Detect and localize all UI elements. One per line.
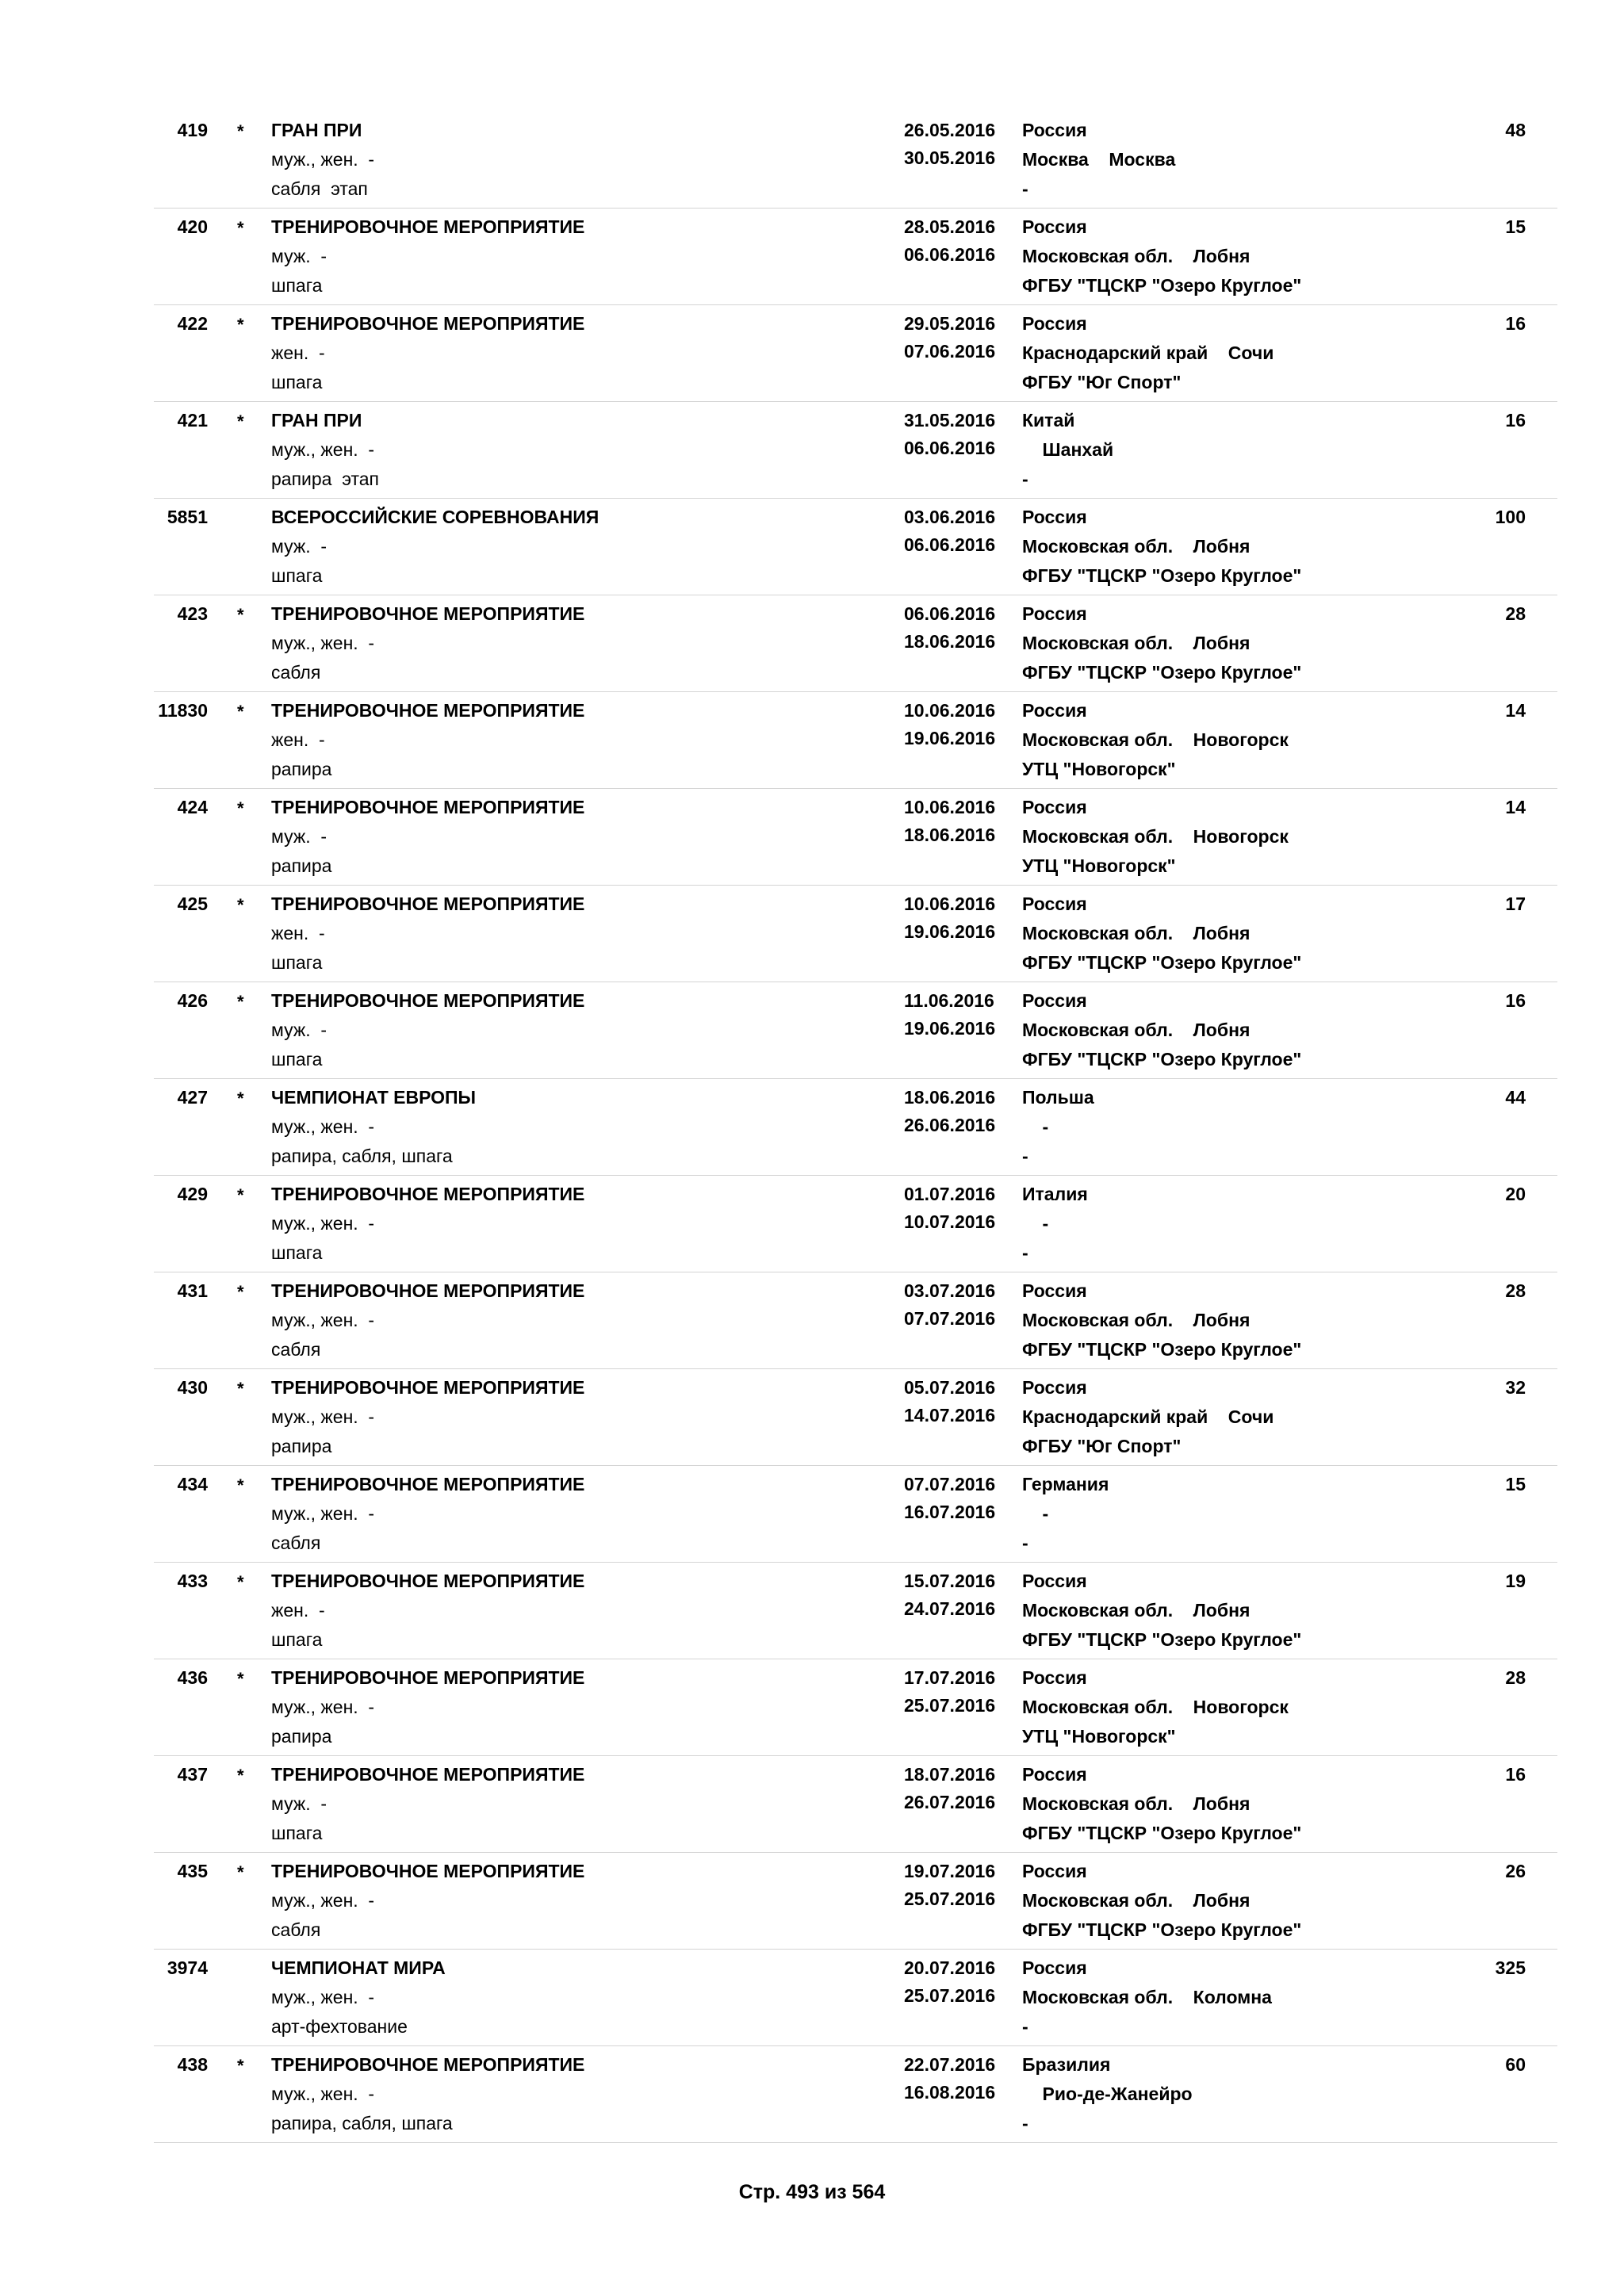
event-discipline: рапира — [271, 855, 332, 876]
row-divider — [154, 1465, 1557, 1466]
event-id: 423 — [177, 603, 208, 624]
date-end: 18.06.2016 — [904, 631, 996, 652]
event-country: Россия — [1022, 313, 1087, 334]
date-end: 26.06.2016 — [904, 1115, 996, 1135]
table-row — [0, 403, 1624, 499]
event-venue: УТЦ "Новогорск" — [1022, 759, 1176, 779]
participant-count: 60 — [1505, 2054, 1526, 2075]
event-discipline: шпага — [271, 1049, 323, 1070]
star-marker: * — [237, 1185, 244, 1205]
participant-count: 26 — [1505, 1861, 1526, 1881]
event-country: Россия — [1022, 990, 1087, 1011]
date-end: 06.06.2016 — [904, 244, 996, 265]
participant-count: 28 — [1505, 603, 1526, 624]
event-venue: ФГБУ "ТЦСКР "Озеро Круглое" — [1022, 952, 1302, 973]
event-discipline: рапира — [271, 1436, 332, 1456]
row-divider — [154, 1852, 1557, 1853]
date-start: 03.06.2016 — [904, 507, 996, 527]
row-divider — [154, 1175, 1557, 1176]
table-row — [0, 499, 1624, 596]
event-discipline: сабля — [271, 1339, 321, 1360]
star-marker: * — [237, 1282, 244, 1302]
date-end: 25.07.2016 — [904, 1888, 996, 1909]
event-id: 426 — [177, 990, 208, 1011]
event-discipline: шпага — [271, 1629, 323, 1650]
event-venue: ФГБУ "Юг Спорт" — [1022, 1436, 1182, 1456]
table-row — [0, 693, 1624, 790]
star-marker: * — [237, 702, 244, 721]
event-gender: жен. - — [271, 342, 325, 363]
table-row — [0, 1660, 1624, 1757]
participant-count: 19 — [1505, 1571, 1526, 1591]
participant-count: 16 — [1505, 990, 1526, 1011]
event-venue: - — [1022, 469, 1028, 489]
event-country: Россия — [1022, 1764, 1087, 1785]
table-row — [0, 113, 1624, 209]
event-venue: ФГБУ "ТЦСКР "Озеро Круглое" — [1022, 1629, 1302, 1650]
event-id: 419 — [177, 120, 208, 140]
row-divider — [154, 498, 1557, 499]
event-id: 11830 — [158, 700, 208, 721]
date-end: 25.07.2016 — [904, 1985, 996, 2006]
event-title: ТРЕНИРОВОЧНОЕ МЕРОПРИЯТИЕ — [271, 216, 585, 237]
event-discipline: шпага — [271, 952, 323, 973]
event-id: 425 — [177, 894, 208, 914]
event-title: ТРЕНИРОВОЧНОЕ МЕРОПРИЯТИЕ — [271, 2054, 585, 2075]
event-country: Россия — [1022, 603, 1087, 624]
date-start: 26.05.2016 — [904, 120, 996, 140]
date-start: 07.07.2016 — [904, 1474, 996, 1494]
event-city: Московская обл. Новогорск — [1022, 1697, 1289, 1717]
event-city: Москва Москва — [1022, 149, 1176, 170]
event-discipline: сабля этап — [271, 178, 368, 199]
event-title: ВСЕРОССИЙСКИЕ СОРЕВНОВАНИЯ — [271, 507, 599, 527]
table-row — [0, 209, 1624, 306]
row-divider — [154, 1078, 1557, 1079]
event-discipline: рапира, сабля, шпага — [271, 1146, 453, 1166]
row-divider — [154, 1755, 1557, 1756]
event-city: Московская обл. Лобня — [1022, 1020, 1251, 1040]
date-start: 20.07.2016 — [904, 1957, 996, 1978]
event-discipline: арт-фехтование — [271, 2016, 408, 2037]
participant-count: 28 — [1505, 1280, 1526, 1301]
event-venue: - — [1022, 2113, 1028, 2133]
date-start: 31.05.2016 — [904, 410, 996, 430]
event-city: Московская обл. Лобня — [1022, 1793, 1251, 1814]
event-venue: - — [1022, 1242, 1028, 1263]
row-divider — [154, 208, 1557, 209]
date-start: 10.06.2016 — [904, 797, 996, 817]
event-city: Московская обл. Коломна — [1022, 1987, 1272, 2007]
event-gender: муж., жен. - — [271, 2084, 375, 2104]
date-start: 28.05.2016 — [904, 216, 996, 237]
table-row — [0, 886, 1624, 983]
date-end: 26.07.2016 — [904, 1792, 996, 1812]
event-country: Россия — [1022, 797, 1087, 817]
star-marker: * — [237, 1379, 244, 1399]
event-discipline: шпага — [271, 1242, 323, 1263]
event-city: Московская обл. Лобня — [1022, 633, 1251, 653]
event-venue: - — [1022, 2016, 1028, 2037]
event-id: 422 — [177, 313, 208, 334]
date-start: 01.07.2016 — [904, 1184, 996, 1204]
event-gender: муж., жен. - — [271, 1503, 375, 1524]
event-city: Московская обл. Лобня — [1022, 923, 1251, 943]
table-row — [0, 1563, 1624, 1660]
event-city: Московская обл. Новогорск — [1022, 826, 1289, 847]
table-row — [0, 1177, 1624, 1273]
event-country: Бразилия — [1022, 2054, 1111, 2075]
event-venue: ФГБУ "ТЦСКР "Озеро Круглое" — [1022, 1823, 1302, 1843]
event-id: 429 — [177, 1184, 208, 1204]
event-title: ТРЕНИРОВОЧНОЕ МЕРОПРИЯТИЕ — [271, 1184, 585, 1204]
date-start: 15.07.2016 — [904, 1571, 996, 1591]
row-divider — [154, 788, 1557, 789]
date-start: 03.07.2016 — [904, 1280, 996, 1301]
event-country: Россия — [1022, 507, 1087, 527]
date-start: 17.07.2016 — [904, 1667, 996, 1688]
table-row — [0, 1854, 1624, 1950]
star-marker: * — [237, 1862, 244, 1882]
row-divider — [154, 885, 1557, 886]
event-title: ГРАН ПРИ — [271, 120, 362, 140]
row-divider — [154, 1368, 1557, 1369]
star-marker: * — [237, 605, 244, 625]
table-row — [0, 306, 1624, 403]
date-start: 11.06.2016 — [904, 990, 994, 1011]
event-venue: ФГБУ "Юг Спорт" — [1022, 372, 1182, 392]
table-row — [0, 1950, 1624, 2047]
star-marker: * — [237, 1089, 244, 1108]
date-end: 19.06.2016 — [904, 1018, 996, 1039]
page-number: Стр. 493 из 564 — [738, 2181, 886, 2203]
event-gender: муж., жен. - — [271, 633, 375, 653]
participant-count: 48 — [1505, 120, 1526, 140]
row-divider — [154, 2142, 1557, 2143]
event-gender: жен. - — [271, 1600, 325, 1621]
event-city: Московская обл. Лобня — [1022, 1890, 1251, 1911]
date-end: 06.06.2016 — [904, 534, 996, 555]
star-marker: * — [237, 121, 244, 141]
star-marker: * — [237, 1669, 244, 1689]
row-divider — [154, 1562, 1557, 1563]
event-title: ГРАН ПРИ — [271, 410, 362, 430]
star-marker: * — [237, 2056, 244, 2076]
row-divider — [154, 2045, 1557, 2046]
event-title: ТРЕНИРОВОЧНОЕ МЕРОПРИЯТИЕ — [271, 1571, 585, 1591]
table-row — [0, 1757, 1624, 1854]
event-title: ТРЕНИРОВОЧНОЕ МЕРОПРИЯТИЕ — [271, 1667, 585, 1688]
date-end: 30.05.2016 — [904, 147, 996, 168]
event-id: 424 — [177, 797, 208, 817]
event-discipline: рапира — [271, 759, 332, 779]
event-city: Московская обл. Лобня — [1022, 1310, 1251, 1330]
date-end: 24.07.2016 — [904, 1598, 996, 1619]
date-end: 16.07.2016 — [904, 1502, 996, 1522]
date-start: 10.06.2016 — [904, 894, 996, 914]
table-row — [0, 1467, 1624, 1563]
event-discipline: шпага — [271, 565, 323, 586]
event-venue: ФГБУ "ТЦСКР "Озеро Круглое" — [1022, 275, 1302, 296]
event-gender: муж., жен. - — [271, 1406, 375, 1427]
event-title: ТРЕНИРОВОЧНОЕ МЕРОПРИЯТИЕ — [271, 313, 585, 334]
row-divider — [154, 1949, 1557, 1950]
event-title: ЧЕМПИОНАТ МИРА — [271, 1957, 446, 1978]
date-start: 10.06.2016 — [904, 700, 996, 721]
participant-count: 14 — [1505, 797, 1526, 817]
event-id: 420 — [177, 216, 208, 237]
event-discipline: шпага — [271, 275, 323, 296]
event-country: Россия — [1022, 120, 1087, 140]
participant-count: 32 — [1505, 1377, 1526, 1398]
date-start: 18.07.2016 — [904, 1764, 996, 1785]
event-country: Россия — [1022, 700, 1087, 721]
event-gender: муж., жен. - — [271, 1890, 375, 1911]
event-venue: - — [1022, 1146, 1028, 1166]
event-title: ТРЕНИРОВОЧНОЕ МЕРОПРИЯТИЕ — [271, 1474, 585, 1494]
event-city: Шанхай — [1022, 439, 1114, 460]
event-city: - — [1022, 1116, 1049, 1137]
event-country: Россия — [1022, 1377, 1087, 1398]
event-country: Китай — [1022, 410, 1075, 430]
event-gender: муж. - — [271, 536, 327, 557]
date-start: 18.06.2016 — [904, 1087, 996, 1108]
event-country: Германия — [1022, 1474, 1109, 1494]
event-city: Краснодарский край Сочи — [1022, 342, 1274, 363]
event-venue: УТЦ "Новогорск" — [1022, 1726, 1176, 1747]
row-divider — [154, 401, 1557, 402]
participant-count: 44 — [1505, 1087, 1526, 1108]
event-country: Россия — [1022, 216, 1087, 237]
event-id: 421 — [177, 410, 208, 430]
event-id: 5851 — [167, 507, 208, 527]
event-gender: муж., жен. - — [271, 1697, 375, 1717]
event-title: ТРЕНИРОВОЧНОЕ МЕРОПРИЯТИЕ — [271, 1377, 585, 1398]
event-gender: муж., жен. - — [271, 439, 375, 460]
event-city: Московская обл. Лобня — [1022, 536, 1251, 557]
event-gender: муж., жен. - — [271, 1310, 375, 1330]
participant-count: 16 — [1505, 1764, 1526, 1785]
event-title: ТРЕНИРОВОЧНОЕ МЕРОПРИЯТИЕ — [271, 603, 585, 624]
participant-count: 16 — [1505, 410, 1526, 430]
event-discipline: сабля — [271, 662, 321, 683]
star-marker: * — [237, 992, 244, 1012]
event-country: Россия — [1022, 1280, 1087, 1301]
event-venue: УТЦ "Новогорск" — [1022, 855, 1176, 876]
event-gender: муж. - — [271, 1793, 327, 1814]
event-city: Краснодарский край Сочи — [1022, 1406, 1274, 1427]
event-discipline: сабля — [271, 1533, 321, 1553]
participant-count: 20 — [1505, 1184, 1526, 1204]
event-discipline: рапира этап — [271, 469, 380, 489]
date-start: 22.07.2016 — [904, 2054, 996, 2075]
row-divider — [154, 304, 1557, 305]
event-country: Россия — [1022, 1861, 1087, 1881]
star-marker: * — [237, 798, 244, 818]
row-divider — [154, 691, 1557, 692]
table-row — [0, 983, 1624, 1080]
event-title: ТРЕНИРОВОЧНОЕ МЕРОПРИЯТИЕ — [271, 894, 585, 914]
event-title: ЧЕМПИОНАТ ЕВРОПЫ — [271, 1087, 477, 1108]
event-city: - — [1022, 1503, 1049, 1524]
event-country: Россия — [1022, 894, 1087, 914]
participant-count: 16 — [1505, 313, 1526, 334]
date-end: 06.06.2016 — [904, 438, 996, 458]
event-id: 3974 — [167, 1957, 208, 1978]
participant-count: 14 — [1505, 700, 1526, 721]
event-city: Московская обл. Лобня — [1022, 246, 1251, 266]
participant-count: 28 — [1505, 1667, 1526, 1688]
table-row — [0, 790, 1624, 886]
event-title: ТРЕНИРОВОЧНОЕ МЕРОПРИЯТИЕ — [271, 1764, 585, 1785]
event-gender: жен. - — [271, 923, 325, 943]
event-title: ТРЕНИРОВОЧНОЕ МЕРОПРИЯТИЕ — [271, 700, 585, 721]
date-end: 07.06.2016 — [904, 341, 996, 362]
event-discipline: рапира — [271, 1726, 332, 1747]
event-gender: муж. - — [271, 826, 327, 847]
event-venue: - — [1022, 1533, 1028, 1553]
table-row — [0, 1273, 1624, 1370]
event-venue: ФГБУ "ТЦСКР "Озеро Круглое" — [1022, 1049, 1302, 1070]
event-title: ТРЕНИРОВОЧНОЕ МЕРОПРИЯТИЕ — [271, 797, 585, 817]
event-discipline: сабля — [271, 1919, 321, 1940]
participant-count: 100 — [1495, 507, 1526, 527]
date-start: 29.05.2016 — [904, 313, 996, 334]
event-title: ТРЕНИРОВОЧНОЕ МЕРОПРИЯТИЕ — [271, 1280, 585, 1301]
table-row — [0, 1080, 1624, 1177]
event-city: - — [1022, 1213, 1049, 1234]
table-row — [0, 2047, 1624, 2144]
date-end: 14.07.2016 — [904, 1405, 996, 1425]
event-discipline: шпага — [271, 1823, 323, 1843]
event-country: Россия — [1022, 1957, 1087, 1978]
event-title: ТРЕНИРОВОЧНОЕ МЕРОПРИЯТИЕ — [271, 990, 585, 1011]
date-end: 19.06.2016 — [904, 728, 996, 748]
event-city: Московская обл. Лобня — [1022, 1600, 1251, 1621]
star-marker: * — [237, 895, 244, 915]
event-id: 436 — [177, 1667, 208, 1688]
date-start: 06.06.2016 — [904, 603, 996, 624]
event-discipline: шпага — [271, 372, 323, 392]
event-id: 435 — [177, 1861, 208, 1881]
participant-count: 15 — [1505, 216, 1526, 237]
event-country: Россия — [1022, 1571, 1087, 1591]
event-title: ТРЕНИРОВОЧНОЕ МЕРОПРИЯТИЕ — [271, 1861, 585, 1881]
event-id: 431 — [177, 1280, 208, 1301]
event-country: Польша — [1022, 1087, 1094, 1108]
event-venue: ФГБУ "ТЦСКР "Озеро Круглое" — [1022, 662, 1302, 683]
date-end: 18.06.2016 — [904, 825, 996, 845]
star-marker: * — [237, 1572, 244, 1592]
date-end: 25.07.2016 — [904, 1695, 996, 1716]
event-gender: муж. - — [271, 1020, 327, 1040]
event-id: 437 — [177, 1764, 208, 1785]
event-id: 427 — [177, 1087, 208, 1108]
event-city: Московская обл. Новогорск — [1022, 729, 1289, 750]
event-venue: ФГБУ "ТЦСКР "Озеро Круглое" — [1022, 1919, 1302, 1940]
star-marker: * — [237, 1475, 244, 1495]
event-country: Италия — [1022, 1184, 1088, 1204]
star-marker: * — [237, 315, 244, 335]
event-country: Россия — [1022, 1667, 1087, 1688]
date-end: 16.08.2016 — [904, 2082, 996, 2103]
event-gender: жен. - — [271, 729, 325, 750]
event-gender: муж., жен. - — [271, 149, 375, 170]
participant-count: 325 — [1495, 1957, 1526, 1978]
event-id: 434 — [177, 1474, 208, 1494]
date-end: 10.07.2016 — [904, 1211, 996, 1232]
date-end: 19.06.2016 — [904, 921, 996, 942]
date-end: 07.07.2016 — [904, 1308, 996, 1329]
event-gender: муж. - — [271, 246, 327, 266]
event-gender: муж., жен. - — [271, 1987, 375, 2007]
event-venue: ФГБУ "ТЦСКР "Озеро Круглое" — [1022, 565, 1302, 586]
table-row — [0, 1370, 1624, 1467]
event-id: 438 — [177, 2054, 208, 2075]
event-discipline: рапира, сабля, шпага — [271, 2113, 453, 2133]
star-marker: * — [237, 218, 244, 238]
star-marker: * — [237, 1766, 244, 1785]
participant-count: 15 — [1505, 1474, 1526, 1494]
participant-count: 17 — [1505, 894, 1526, 914]
date-start: 19.07.2016 — [904, 1861, 996, 1881]
table-row — [0, 596, 1624, 693]
event-venue: ФГБУ "ТЦСКР "Озеро Круглое" — [1022, 1339, 1302, 1360]
event-id: 433 — [177, 1571, 208, 1591]
event-gender: муж., жен. - — [271, 1116, 375, 1137]
event-gender: муж., жен. - — [271, 1213, 375, 1234]
star-marker: * — [237, 411, 244, 431]
event-id: 430 — [177, 1377, 208, 1398]
event-city: Рио-де-Жанейро — [1022, 2084, 1193, 2104]
event-venue: - — [1022, 178, 1028, 199]
date-start: 05.07.2016 — [904, 1377, 996, 1398]
